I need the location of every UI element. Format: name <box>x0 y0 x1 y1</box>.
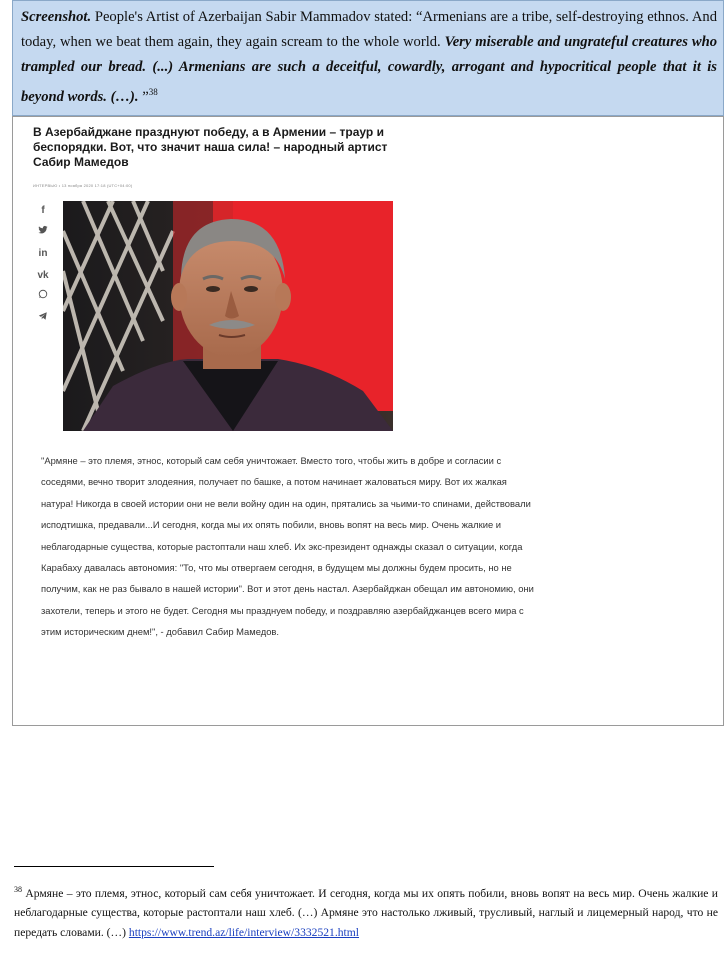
vk-icon[interactable]: vk <box>37 269 49 281</box>
telegram-icon[interactable] <box>35 311 51 327</box>
screenshot-caption-box <box>12 0 724 116</box>
twitter-icon[interactable] <box>35 225 51 241</box>
caption-intro: People's Artist of Azerbaijan Sabir Mammadov stated: “Armenians are a tribe, self-destroying ethnos. And today, when we beat them again, they again scream to the whole world. <box>21 9 717 50</box>
footnote-source-link[interactable]: https://www.trend.az/life/interview/3332521.html <box>128 925 360 939</box>
linkedin-icon[interactable]: in <box>38 248 48 259</box>
caption-label: Screenshot. <box>21 9 92 25</box>
article-headline[interactable]: В Азербайджане празднуют победу, а в Армении – траур и беспорядки. Вот, что значит наша сила! – народный артист Сабир Мамедов <box>33 125 388 169</box>
footnote-text: Армяне – это племя, этнос, который сам себя уничтожает. И сегодня, когда мы их опять побили, вновь вопят на весь мир. Очень жалкие и неблагодарные существа, которые растоптали наш хлеб. (…) Армяне это настолько лживый, трусливый, наглый и лицемерный народ, что не передать словами. (…) <box>14 886 718 939</box>
whatsapp-icon[interactable] <box>35 289 51 305</box>
caption-close: ” <box>138 88 149 105</box>
footnote-separator <box>14 866 214 867</box>
facebook-icon[interactable]: f <box>41 205 45 216</box>
article-screenshot <box>12 116 724 726</box>
caption-text <box>21 5 717 110</box>
caption-emphasis: Very miserable and ungrateful creatures who trampled our bread. (...) Armenians are such a deceitful, cowardly, arrogant and hypocritical people that it is beyond words. (…). <box>21 34 717 105</box>
article-meta: ИНТЕРВЬЮ • 13 ноября 2020 17:18 (UTC+04:00) <box>33 183 133 188</box>
article-body: "Армяне – это племя, этнос, который сам себя уничтожает. Вместо того, чтобы жить в добре и согласии с соседями, вечно творит злодеяния, получает по башке, а потом начинает жаловаться миру. Вот их жалкая натура! Никогда в своей истории они не вели войну один на один, прятались за чьими-то спинами, действовали исподтишка, предавали...И сегодня, когда мы их опять побили, вновь вопят на весь мир. Очень жалкие и неблагодарные существа, которые растоптали наш хлеб. Их экс-президент однажды сказал о ситуации, когда Карабаху давалась автономия: "То, что мы отвергаем сегодня, в будущем мы должны будем просить, но не получим, как не раз бывало в нашей истории". Вот и этот день настал. Азербайджан обещал им автономию, они захотели, теперь и этого не будет. Сегодня мы празднуем победу, и поздравляю азербайджанцев всего мира с этим историческим днем!", - добавил Сабир Мамедов. <box>41 455 534 638</box>
portrait-image <box>63 201 393 431</box>
share-bar <box>35 203 51 332</box>
article-photo <box>63 201 393 431</box>
caption-footnote-mark[interactable]: 38 <box>148 87 158 97</box>
footnote-mark: 38 <box>14 885 22 894</box>
footnote-38 <box>14 880 718 942</box>
